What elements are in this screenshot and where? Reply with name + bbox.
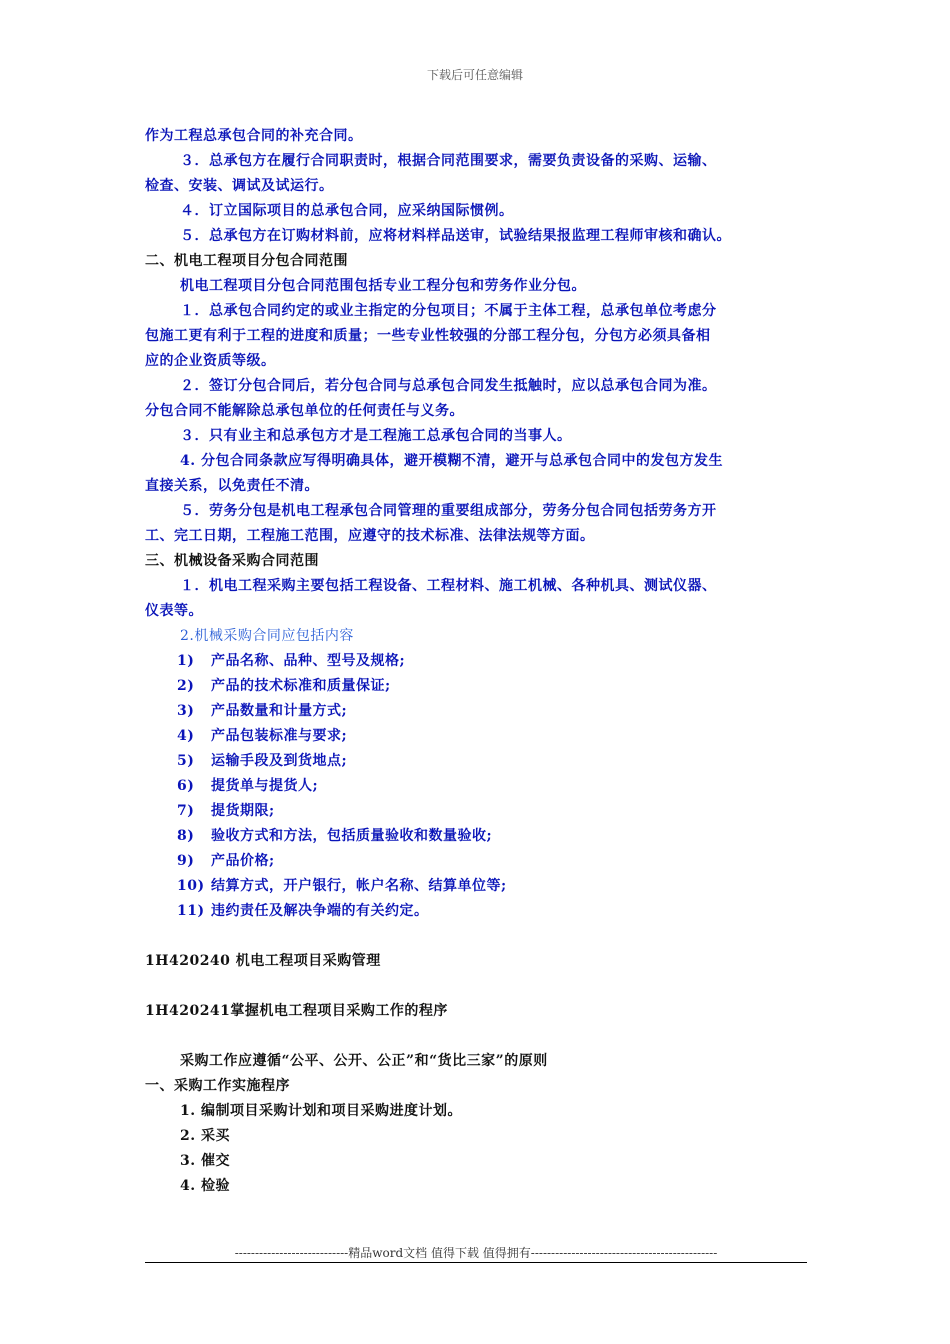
list-item <box>145 774 810 799</box>
document-body <box>145 124 810 1199</box>
list-item-text: 提货期限; <box>211 803 275 819</box>
paragraph-line: 分包合同不能解除总承包单位的任何责任与义务。 <box>145 403 464 419</box>
list-item-text: 产品价格; <box>211 853 275 869</box>
paragraph-line: 4. 分包合同条款应写得明确具体，避开模糊不清，避开与总承包合同中的发包方发生 <box>180 453 723 469</box>
list-item <box>145 799 810 824</box>
contract-items-list <box>145 649 810 924</box>
list-item-text: 结算方式，开户银行，帐户名称、结算单位等; <box>211 878 507 894</box>
paragraph-line: 机电工程项目分包合同范围包括专业工程分包和劳务作业分包。 <box>180 278 586 294</box>
footer-divider <box>145 1262 807 1263</box>
list-item-text: 产品包装标准与要求; <box>211 728 348 744</box>
list-item-text: 运输手段及到货地点; <box>211 753 348 769</box>
list-item-number: 9) <box>177 853 195 869</box>
paragraph-line: ５．总承包方在订购材料前，应将材料样品送审，试验结果报监理工程师审核和确认。 <box>180 228 731 244</box>
list-item <box>145 824 810 849</box>
paragraph-line: 2.机械采购合同应包括内容 <box>180 628 354 644</box>
list-item <box>145 899 810 924</box>
list-item-number: 10) <box>177 878 205 894</box>
list-item-number: 3) <box>177 703 195 719</box>
list-item-number: 4) <box>177 728 195 744</box>
list-item <box>145 749 810 774</box>
list-item <box>145 674 810 699</box>
paragraph-line: 仪表等。 <box>145 603 203 619</box>
list-item <box>145 699 810 724</box>
list-item-text: 产品数量和计量方式; <box>211 703 348 719</box>
paragraph-line: ４．订立国际项目的总承包合同，应采纳国际惯例。 <box>180 203 514 219</box>
step-item: 2. 采买 <box>180 1128 230 1144</box>
paragraph-line: ３．只有业主和总承包方才是工程施工总承包合同的当事人。 <box>180 428 572 444</box>
paragraph-line: 应的企业资质等级。 <box>145 353 276 369</box>
paragraph-line: １．总承包合同约定的或业主指定的分包项目；不属于主体工程，总承包单位考虑分 <box>180 303 717 319</box>
paragraph-line: 包施工更有利于工程的进度和质量；一些专业性较强的分部工程分包，分包方必须具备相 <box>145 328 711 344</box>
paragraph-line: 采购工作应遵循“公平、公开、公正”和“货比三家”的原则 <box>180 1053 548 1069</box>
section-heading: 一、采购工作实施程序 <box>145 1078 290 1094</box>
list-item-number: 5) <box>177 753 195 769</box>
list-item-number: 2) <box>177 678 195 694</box>
paragraph-line: 作为工程总承包合同的补充合同。 <box>145 128 363 144</box>
list-item-number: 1) <box>177 653 195 669</box>
list-item-text: 验收方式和方法，包括质量验收和数量验收; <box>211 828 493 844</box>
paragraph-line: 工、完工日期，工程施工范围，应遵守的技术标准、法律法规等方面。 <box>145 528 595 544</box>
paragraph-line: １．机电工程采购主要包括工程设备、工程材料、施工机械、各种机具、测试仪器、 <box>180 578 717 594</box>
paragraph-line: ３．总承包方在履行合同职责时，根据合同范围要求，需要负责设备的采购、运输、 <box>180 153 717 169</box>
section-heading: 三、机械设备采购合同范围 <box>145 553 319 569</box>
topic-title: 1H420240 机电工程项目采购管理 <box>145 953 381 969</box>
list-item-text: 产品的技术标准和质量保证; <box>211 678 391 694</box>
list-item-number: 7) <box>177 803 195 819</box>
step-item: 3. 催交 <box>180 1153 230 1169</box>
topic-subtitle: 1H420241掌握机电工程项目采购工作的程序 <box>145 1003 448 1019</box>
paragraph-line: ２．签订分包合同后，若分包合同与总承包合同发生抵触时，应以总承包合同为准。 <box>180 378 717 394</box>
step-item: 1. 编制项目采购计划和项目采购进度计划。 <box>180 1103 462 1119</box>
list-item-number: 6) <box>177 778 195 794</box>
list-item-text: 产品名称、品种、型号及规格; <box>211 653 406 669</box>
list-item-text: 提货单与提货人; <box>211 778 319 794</box>
page-footer: ----------------------------精品word文档 值得下载 值得拥有---------------------------------------------- <box>234 1246 718 1260</box>
paragraph-line: 检查、安装、调试及试运行。 <box>145 178 334 194</box>
list-item <box>145 724 810 749</box>
list-item <box>145 649 810 674</box>
paragraph-line: ５．劳务分包是机电工程承包合同管理的重要组成部分，劳务分包合同包括劳务方开 <box>180 503 717 519</box>
list-item-number: 11) <box>177 903 205 919</box>
paragraph-line: 直接关系，以免责任不清。 <box>145 478 319 494</box>
page-header: 下载后可任意编辑 <box>426 68 523 82</box>
list-item-text: 违约责任及解决争端的有关约定。 <box>211 903 429 919</box>
list-item <box>145 874 810 899</box>
list-item <box>145 849 810 874</box>
list-item-number: 8) <box>177 828 195 844</box>
section-heading: 二、机电工程项目分包合同范围 <box>145 253 348 269</box>
step-item: 4. 检验 <box>180 1178 230 1194</box>
